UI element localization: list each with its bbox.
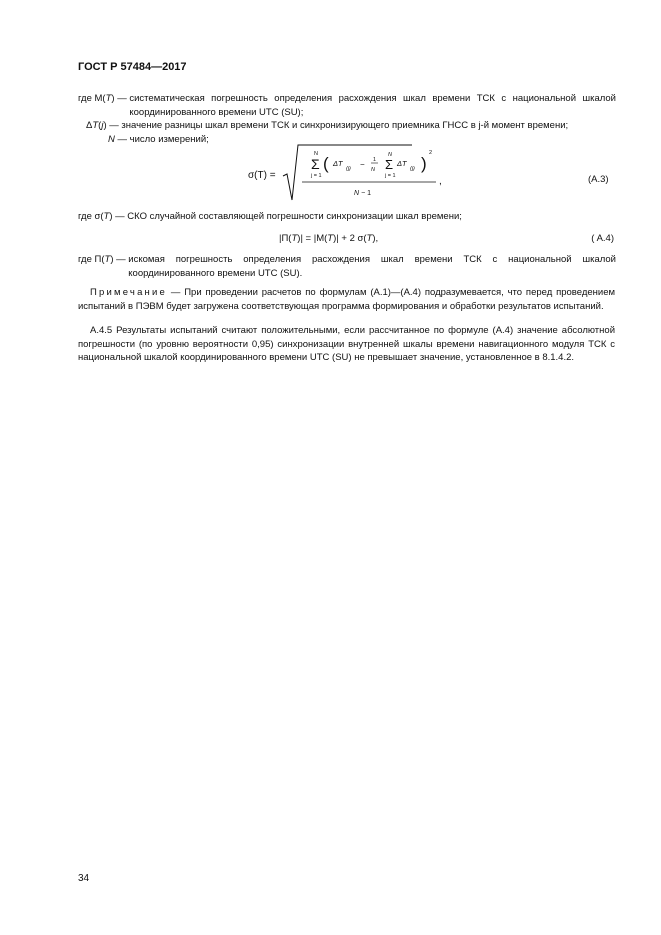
definition-dash: — <box>109 120 119 131</box>
note-dash: — <box>170 287 181 298</box>
definition-text: искомая погрешность определения расхождения шкал времени ТСК с национальной шкалой координированного времени UTC (SU). <box>128 254 616 279</box>
document-header: ГОСТ Р 57484—2017 <box>78 61 187 73</box>
where-label: где <box>78 93 92 104</box>
formula-trailing-comma: , <box>439 176 442 187</box>
definition-row <box>78 119 616 133</box>
right-paren: ) <box>421 154 427 173</box>
definition-dash: — <box>117 133 128 145</box>
formula-a4-expression: |П(T)| = |M(T)| + 2 σ(T), <box>279 233 379 244</box>
formula-number: (A.3) <box>588 174 609 185</box>
definition-text: систематическая погрешность определения расхождения шкал времени ТСК с национальной шкалой координированного времени UTC (SU); <box>129 93 616 118</box>
power-exponent: 2 <box>429 150 433 156</box>
formula-a3 <box>240 142 620 204</box>
sum-lower-limit: j = 1 <box>311 173 322 179</box>
definition-row <box>78 92 616 119</box>
fraction-numerator: 1 <box>373 157 377 163</box>
paragraph-a45: А.4.5 Результаты испытаний считают положительными, если рассчитанное по формуле (А.4) значение абсолютной погрешности (по уровню вероятности 0,95) синхронизации внутренней шкалы времени навигационного модуля ТСК с национальной шкалой координированного времени UTC (SU) не превышает значение, установленное в 8.1.4.2. <box>78 325 615 363</box>
note-text: При проведении расчетов по формулам (А.1)—(А.4) подразумевается, что перед проведением испытаний в ПЭВМ будет загружена соответствующая программа формирования и обработки результатов испытаний. <box>78 287 616 312</box>
minus-sign: − <box>360 160 365 169</box>
inner-subscript-2: (j) <box>410 166 415 172</box>
denominator: N − 1 <box>354 190 372 197</box>
definition-sigma: где σ(T) — СКО случайной составляющей погрешности синхронизации шкал времени; <box>78 211 462 222</box>
fraction-denominator: N <box>371 167 375 173</box>
inner-sum-lower: j = 1 <box>385 173 396 179</box>
formula-a4 <box>78 232 616 246</box>
note-paragraph <box>78 286 615 313</box>
definitions-list <box>78 92 616 146</box>
formula-number: ( A.4) <box>591 233 614 244</box>
definition-dash: — <box>117 93 127 104</box>
inner-term-2: ΔT <box>397 159 407 168</box>
page-number: 34 <box>78 873 90 884</box>
formula-lhs: σ(T) = <box>248 170 276 181</box>
definition-text: значение разницы шкал времени ТСК и синхронизирующего приемника ГНСС в j-й момент времени; <box>121 120 569 131</box>
sum-symbol: Σ <box>311 156 320 172</box>
inner-sum-upper: N <box>388 152 392 158</box>
inner-sum-symbol: Σ <box>385 157 394 172</box>
inner-term: ΔT <box>333 159 343 168</box>
definition-term: ΔT(j) <box>86 120 107 131</box>
definition-dash: — <box>116 254 126 265</box>
sum-upper-limit: N <box>314 151 318 157</box>
definition-term: M(T) <box>94 93 115 104</box>
definition-text: число измерений; <box>129 133 209 145</box>
inner-subscript: (j) <box>346 166 351 172</box>
left-paren: ( <box>323 154 329 173</box>
definition-row <box>78 253 616 280</box>
definition-term: П(T) <box>94 254 114 265</box>
note-title: Примечание <box>90 287 167 298</box>
where-label: где <box>78 254 92 265</box>
definition-term: N <box>108 133 115 145</box>
